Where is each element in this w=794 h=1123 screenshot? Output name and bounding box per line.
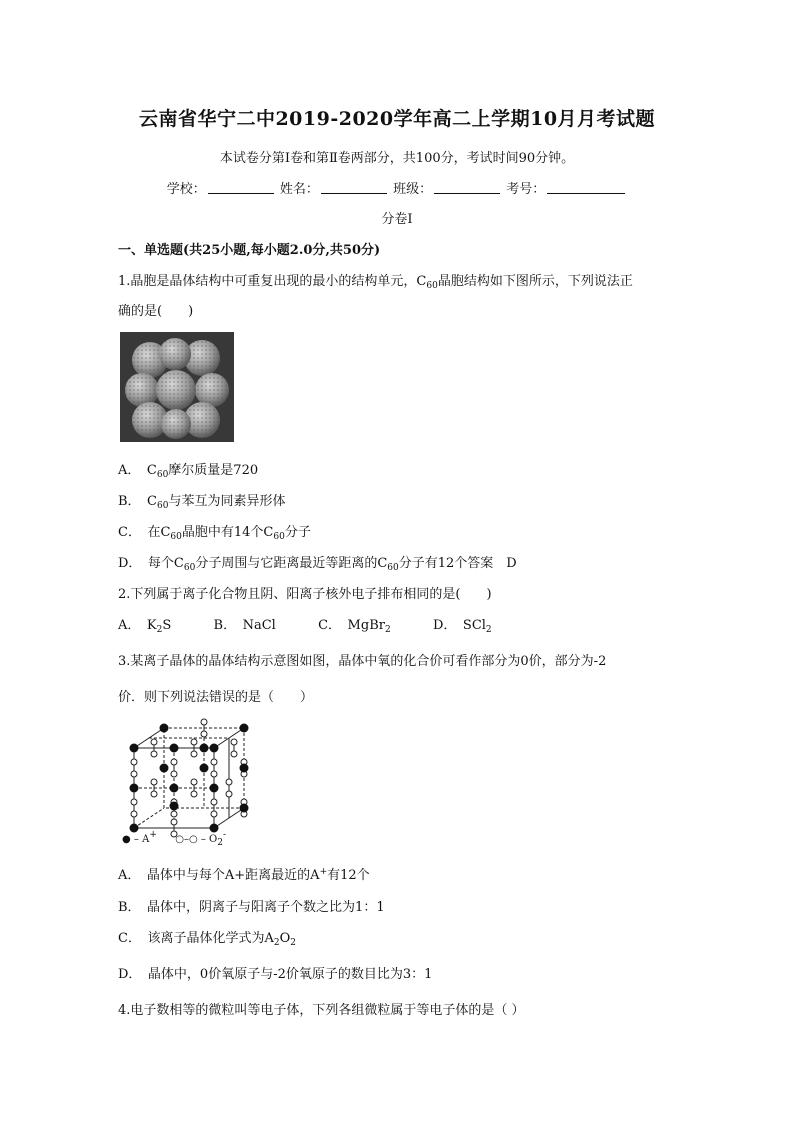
q2-stem: 2.下列属于离子化合物且阴、阳离子核外电子排布相同的是( ): [118, 587, 492, 602]
q1-option-b[interactable]: B． $C_{60}$与苯互为同素异形体: [118, 494, 286, 511]
q4-stem: 4.电子数相等的微粒叫等电子体，下列各组微粒属于等电子体的是（ ）: [118, 1003, 525, 1018]
class-label: 班级：: [393, 182, 433, 197]
diagram-legend: ● – A+ ○–○ – $O_2^-$: [122, 830, 227, 848]
q1-stem-line1: 1.晶胞是晶体结构中可重复出现的最小的结构单元，$C_{60}$晶胞结构如下图所示，下列说法正: [118, 274, 633, 291]
q3-option-c[interactable]: C． 该离子晶体化学式为$A_2O_2$: [118, 931, 296, 948]
q2-option-a[interactable]: A． $K_2S$: [118, 618, 172, 635]
class-blank[interactable]: [434, 181, 500, 194]
student-info-line: [0, 178, 794, 197]
ionic-crystal-diagram: [118, 718, 268, 848]
q1-option-a[interactable]: A． $C_{60}$摩尔质量是720: [118, 463, 259, 480]
q1-stem-line2: 确的是( ): [118, 304, 194, 319]
name-label: 姓名：: [279, 182, 319, 197]
q2-option-b[interactable]: B． NaCl: [213, 618, 276, 633]
number-label: 考号：: [506, 182, 546, 197]
q3-option-a[interactable]: A． 晶体中与每个A+距离最近的A+有12个: [118, 867, 370, 883]
q2-option-d[interactable]: D． SCl$_2$: [432, 618, 492, 635]
q2-option-c[interactable]: C． MgBr$_2$: [318, 618, 391, 635]
number-blank[interactable]: [547, 181, 625, 194]
section-label: 分卷I: [381, 212, 413, 227]
q1-option-d[interactable]: D． 每个$C_{60}$分子周围与它距离最近等距离的$C_{60}$分子有12个答案 D: [118, 556, 517, 573]
q3-option-b[interactable]: B． 晶体中，阴离子与阳离子个数之比为1：1: [118, 900, 385, 915]
q1-option-c[interactable]: C． 在$C_{60}$晶胞中有14个$C_{60}$分子: [118, 525, 311, 542]
school-label: 学校：: [166, 182, 206, 197]
c60-crystal-image: [120, 332, 234, 442]
school-blank[interactable]: [208, 181, 274, 194]
q3-stem-line2: 价．则下列说法错误的是（ ）: [118, 690, 314, 705]
q2-options: [118, 614, 492, 633]
q3-option-d[interactable]: D． 晶体中，0价氧原子与-2价氧原子的数目比为3：1: [118, 967, 433, 982]
part1-heading: 一、单选题(共25小题,每小题2.0分,共50分): [118, 243, 381, 258]
exam-title: 云南省华宁二中2019-2020学年高二上学期10月月考试题: [138, 108, 656, 130]
exam-subtitle: 本试卷分第Ⅰ卷和第Ⅱ卷两部分，共100分，考试时间90分钟。: [219, 151, 575, 166]
name-blank[interactable]: [321, 181, 387, 194]
q3-stem-line1: 3.某离子晶体的晶体结构示意图如图，晶体中氧的化合价可看作部分为0价，部分为-2: [118, 654, 607, 669]
